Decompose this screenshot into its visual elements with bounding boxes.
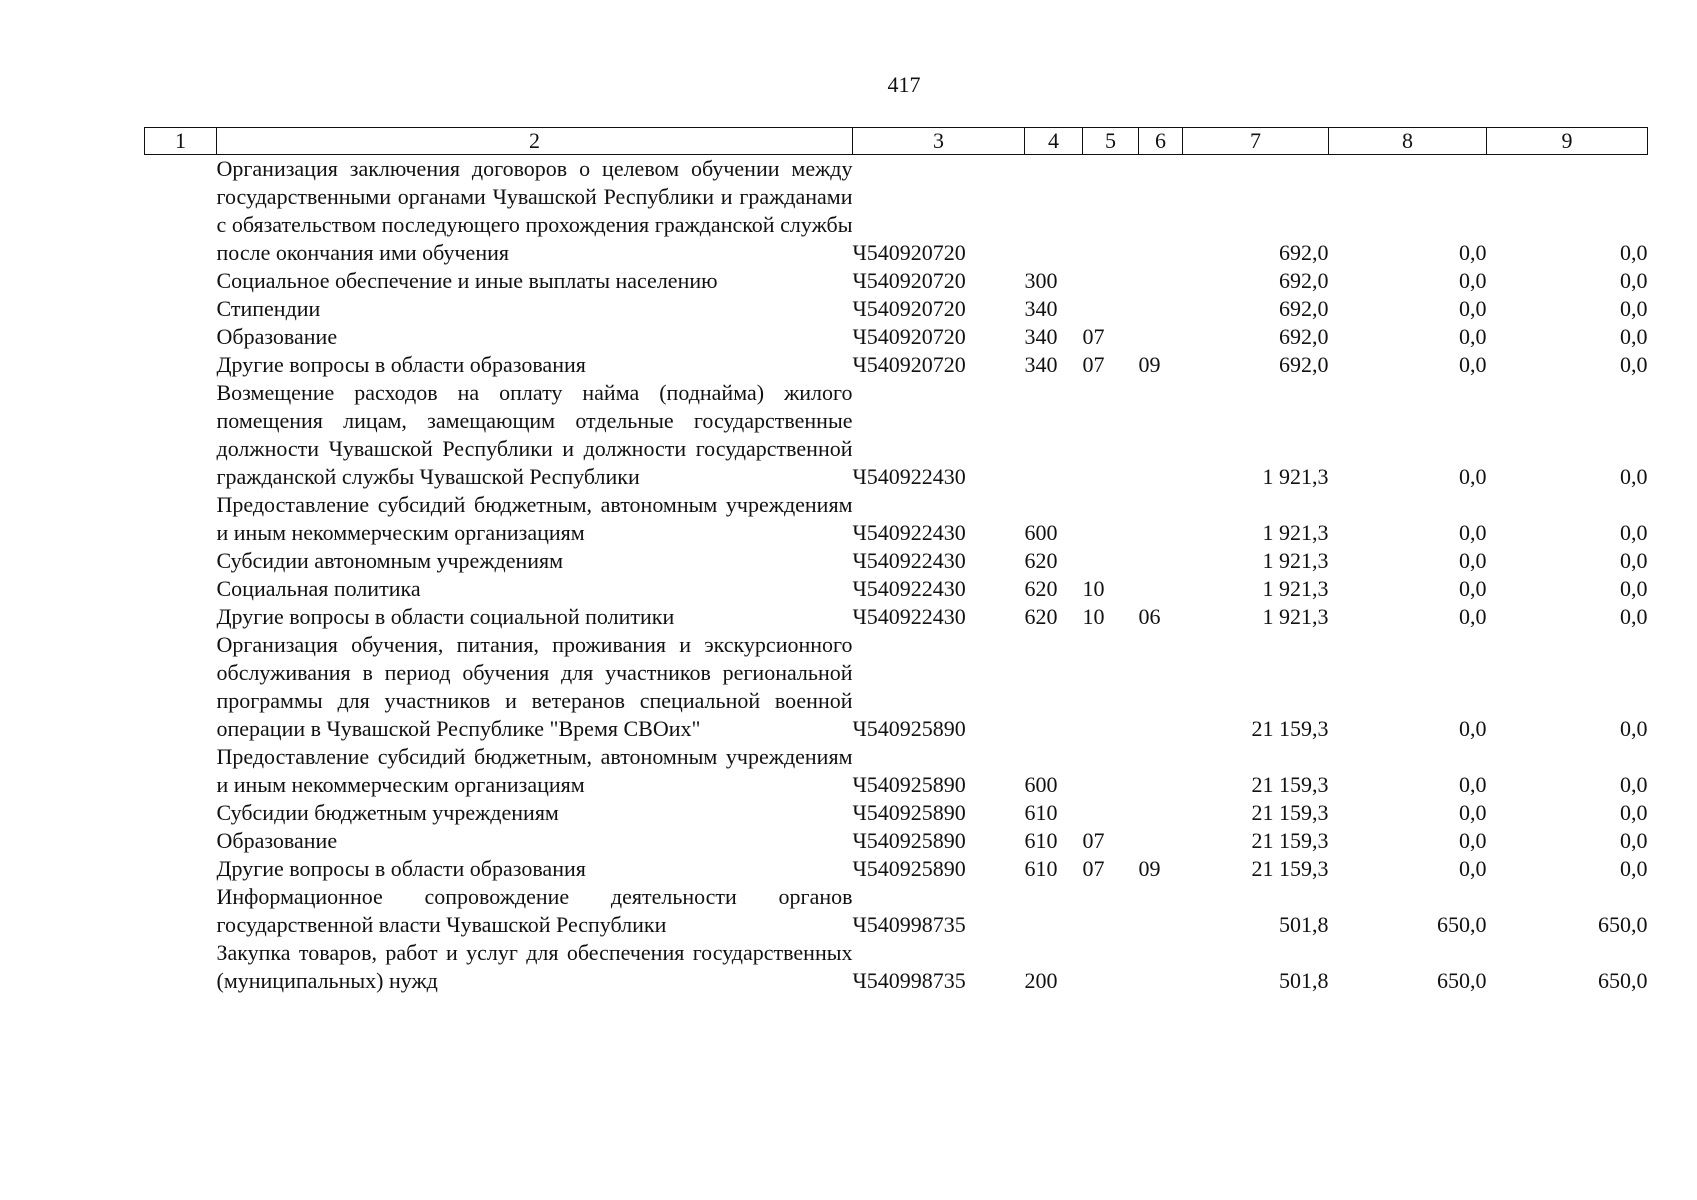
row-amount-7: 1 921,3 <box>1262 604 1329 629</box>
row-amount-7: 21 159,3 <box>1251 856 1329 881</box>
row-name: Стипендии <box>216 296 321 321</box>
row-name: Возмещение расходов на оплату найма (поднайма) жилого помещения лицам, замещающим отдельные государственные должности Чувашской Республики и должности государственной гражданской службы Чувашской Республики <box>216 380 853 489</box>
row-name: Организация обучения, питания, проживания и экскурсионного обслуживания в период обучения для участников региональной программы для участников и ветеранов специальной военной операции в Чувашской Республике "Время СВОих" <box>216 632 853 741</box>
row-expense-type <box>1025 883 1083 939</box>
row-amount-7: 692,0 <box>1279 352 1329 377</box>
row-section: 10 <box>1082 576 1105 601</box>
row-amount-7: 21 159,3 <box>1251 800 1329 825</box>
row-expense-type: 610 <box>1024 856 1058 881</box>
row-empty-cell <box>145 491 217 547</box>
row-expense-type: 620 <box>1024 576 1058 601</box>
row-amount-9: 0,0 <box>1620 548 1648 573</box>
row-amount-8: 0,0 <box>1459 324 1487 349</box>
row-amount-9: 0,0 <box>1620 716 1648 741</box>
row-section <box>1083 799 1139 827</box>
row-amount-9: 0,0 <box>1620 268 1648 293</box>
row-amount-9: 0,0 <box>1620 324 1648 349</box>
row-amount-7: 21 159,3 <box>1251 828 1329 853</box>
row-target-code: Ч540922430 <box>852 464 966 489</box>
row-target-code: Ч540998735 <box>852 968 966 993</box>
row-empty-cell <box>145 743 217 799</box>
row-expense-type: 600 <box>1024 520 1058 545</box>
row-expense-type: 620 <box>1024 548 1058 573</box>
table-row <box>145 603 1648 631</box>
table-header <box>145 128 1648 155</box>
row-amount-7: 1 921,3 <box>1262 548 1329 573</box>
row-target-code: Ч540922430 <box>852 576 966 601</box>
column-header-7: 7 <box>1183 128 1329 155</box>
row-amount-9: 0,0 <box>1620 800 1648 825</box>
row-target-code: Ч540920720 <box>852 324 966 349</box>
table-row <box>145 883 1648 939</box>
row-amount-8: 0,0 <box>1459 240 1487 265</box>
row-target-code: Ч540998735 <box>852 912 966 937</box>
row-amount-9: 0,0 <box>1620 296 1648 321</box>
row-empty-cell <box>145 603 217 631</box>
row-amount-9: 0,0 <box>1620 772 1648 797</box>
table-row <box>145 379 1648 491</box>
row-empty-cell <box>145 295 217 323</box>
table-row <box>145 855 1648 883</box>
table-row <box>145 631 1648 743</box>
table-row <box>145 827 1648 855</box>
row-target-code: Ч540920720 <box>852 268 966 293</box>
row-subsection <box>1139 743 1183 799</box>
row-section <box>1083 883 1139 939</box>
row-name: Образование <box>216 828 338 853</box>
row-expense-type: 610 <box>1024 800 1058 825</box>
table-row <box>145 323 1648 351</box>
row-empty-cell <box>145 323 217 351</box>
column-header-4: 4 <box>1025 128 1083 155</box>
row-amount-7: 21 159,3 <box>1251 716 1329 741</box>
row-section <box>1083 631 1139 743</box>
row-empty-cell <box>145 267 217 295</box>
row-empty-cell <box>145 939 217 995</box>
row-target-code: Ч540925890 <box>852 716 966 741</box>
row-amount-8: 0,0 <box>1459 828 1487 853</box>
row-subsection <box>1139 883 1183 939</box>
row-name: Субсидии бюджетным учреждениям <box>216 800 559 825</box>
row-amount-7: 1 921,3 <box>1262 576 1329 601</box>
row-expense-type: 200 <box>1024 968 1058 993</box>
row-section: 07 <box>1082 828 1105 853</box>
row-amount-8: 0,0 <box>1459 800 1487 825</box>
row-subsection <box>1139 491 1183 547</box>
column-header-1: 1 <box>145 128 217 155</box>
row-amount-8: 0,0 <box>1459 464 1487 489</box>
row-empty-cell <box>145 827 217 855</box>
row-name: Социальная политика <box>216 576 421 601</box>
column-header-6: 6 <box>1139 128 1183 155</box>
row-amount-8: 0,0 <box>1459 548 1487 573</box>
row-expense-type: 340 <box>1024 324 1058 349</box>
row-subsection <box>1139 547 1183 575</box>
row-subsection: 09 <box>1138 352 1161 377</box>
row-expense-type <box>1025 155 1083 268</box>
row-amount-8: 0,0 <box>1459 856 1487 881</box>
row-section: 07 <box>1082 324 1105 349</box>
row-empty-cell <box>145 631 217 743</box>
row-subsection <box>1139 323 1183 351</box>
row-section <box>1083 379 1139 491</box>
row-amount-8: 0,0 <box>1459 520 1487 545</box>
row-section: 07 <box>1082 856 1105 881</box>
row-empty-cell <box>145 799 217 827</box>
table-row <box>145 267 1648 295</box>
row-subsection <box>1139 575 1183 603</box>
row-amount-7: 1 921,3 <box>1262 464 1329 489</box>
table-row <box>145 575 1648 603</box>
row-section <box>1083 491 1139 547</box>
column-header-2: 2 <box>217 128 853 155</box>
table-row <box>145 939 1648 995</box>
row-section <box>1083 155 1139 268</box>
row-empty-cell <box>145 379 217 491</box>
row-amount-7: 21 159,3 <box>1251 772 1329 797</box>
row-target-code: Ч540922430 <box>852 548 966 573</box>
row-name: Другие вопросы в области социальной политики <box>216 604 675 629</box>
table-row <box>145 547 1648 575</box>
row-subsection: 06 <box>1138 604 1161 629</box>
row-empty-cell <box>145 855 217 883</box>
row-name: Организация заключения договоров о целевом обучении между государственными органами Чувашской Республики и гражданами с обязательством последующего прохождения гражданской службы после окончания ими обучения <box>216 156 853 265</box>
row-amount-9: 650,0 <box>1598 912 1648 937</box>
page-number: 417 <box>887 72 921 97</box>
row-section <box>1083 295 1139 323</box>
column-header-9: 9 <box>1487 128 1648 155</box>
table-row <box>145 295 1648 323</box>
row-subsection <box>1139 267 1183 295</box>
row-subsection <box>1139 631 1183 743</box>
row-amount-9: 0,0 <box>1620 464 1648 489</box>
column-header-3: 3 <box>853 128 1025 155</box>
row-subsection <box>1139 939 1183 995</box>
row-target-code: Ч540920720 <box>852 296 966 321</box>
row-amount-8: 0,0 <box>1459 352 1487 377</box>
row-amount-7: 501,8 <box>1279 912 1329 937</box>
row-amount-8: 0,0 <box>1459 604 1487 629</box>
column-header-8: 8 <box>1329 128 1487 155</box>
row-expense-type: 600 <box>1024 772 1058 797</box>
row-subsection <box>1139 295 1183 323</box>
row-empty-cell <box>145 575 217 603</box>
row-subsection <box>1139 155 1183 268</box>
row-name: Другие вопросы в области образования <box>216 856 586 881</box>
row-section <box>1083 939 1139 995</box>
table-row <box>145 351 1648 379</box>
row-target-code: Ч540925890 <box>852 856 966 881</box>
row-amount-9: 0,0 <box>1620 576 1648 601</box>
row-amount-9: 0,0 <box>1620 828 1648 853</box>
row-empty-cell <box>145 155 217 268</box>
row-expense-type <box>1025 379 1083 491</box>
row-name: Другие вопросы в области образования <box>216 352 586 377</box>
row-amount-7: 692,0 <box>1279 296 1329 321</box>
row-amount-8: 650,0 <box>1437 912 1487 937</box>
row-subsection: 09 <box>1138 856 1161 881</box>
row-expense-type: 340 <box>1024 296 1058 321</box>
row-amount-8: 0,0 <box>1459 576 1487 601</box>
row-subsection <box>1139 379 1183 491</box>
row-amount-9: 0,0 <box>1620 240 1648 265</box>
row-amount-9: 0,0 <box>1620 604 1648 629</box>
row-expense-type: 610 <box>1024 828 1058 853</box>
row-target-code: Ч540925890 <box>852 800 966 825</box>
row-target-code: Ч540922430 <box>852 520 966 545</box>
row-name: Предоставление субсидий бюджетным, автономным учреждениям и иным некоммерческим организациям <box>216 492 853 545</box>
row-amount-7: 692,0 <box>1279 268 1329 293</box>
row-amount-9: 0,0 <box>1620 856 1648 881</box>
row-target-code: Ч540925890 <box>852 828 966 853</box>
row-amount-7: 501,8 <box>1279 968 1329 993</box>
row-amount-9: 650,0 <box>1598 968 1648 993</box>
row-section <box>1083 267 1139 295</box>
row-amount-8: 0,0 <box>1459 716 1487 741</box>
row-name: Информационное сопровождение деятельности органов государственной власти Чувашской Республики <box>216 884 853 937</box>
table-row <box>145 743 1648 799</box>
table-body <box>145 155 1648 996</box>
row-empty-cell <box>145 351 217 379</box>
row-expense-type <box>1025 631 1083 743</box>
row-name: Субсидии автономным учреждениям <box>216 548 564 573</box>
row-name: Образование <box>216 324 338 349</box>
row-expense-type: 620 <box>1024 604 1058 629</box>
row-amount-9: 0,0 <box>1620 352 1648 377</box>
row-subsection <box>1139 799 1183 827</box>
row-section: 07 <box>1082 352 1105 377</box>
row-name: Предоставление субсидий бюджетным, автономным учреждениям и иным некоммерческим организациям <box>216 744 853 797</box>
row-section <box>1083 547 1139 575</box>
row-subsection <box>1139 827 1183 855</box>
row-amount-8: 0,0 <box>1459 296 1487 321</box>
table-row <box>145 155 1648 268</box>
table-row <box>145 799 1648 827</box>
row-amount-7: 692,0 <box>1279 240 1329 265</box>
row-empty-cell <box>145 883 217 939</box>
row-amount-8: 0,0 <box>1459 268 1487 293</box>
row-target-code: Ч540922430 <box>852 604 966 629</box>
row-section: 10 <box>1082 604 1105 629</box>
row-empty-cell <box>145 547 217 575</box>
row-name: Закупка товаров, работ и услуг для обеспечения государственных (муниципальных) нужд <box>216 940 853 993</box>
row-expense-type: 340 <box>1024 352 1058 377</box>
row-amount-7: 692,0 <box>1279 324 1329 349</box>
row-section <box>1083 743 1139 799</box>
row-amount-8: 0,0 <box>1459 772 1487 797</box>
row-amount-7: 1 921,3 <box>1262 520 1329 545</box>
row-expense-type: 300 <box>1024 268 1058 293</box>
column-header-5: 5 <box>1083 128 1139 155</box>
row-target-code: Ч540925890 <box>852 772 966 797</box>
budget-table <box>144 127 1648 995</box>
row-target-code: Ч540920720 <box>852 240 966 265</box>
row-name: Социальное обеспечение и иные выплаты населению <box>216 268 718 293</box>
row-amount-8: 650,0 <box>1437 968 1487 993</box>
row-amount-9: 0,0 <box>1620 520 1648 545</box>
table-row <box>145 491 1648 547</box>
row-target-code: Ч540920720 <box>852 352 966 377</box>
